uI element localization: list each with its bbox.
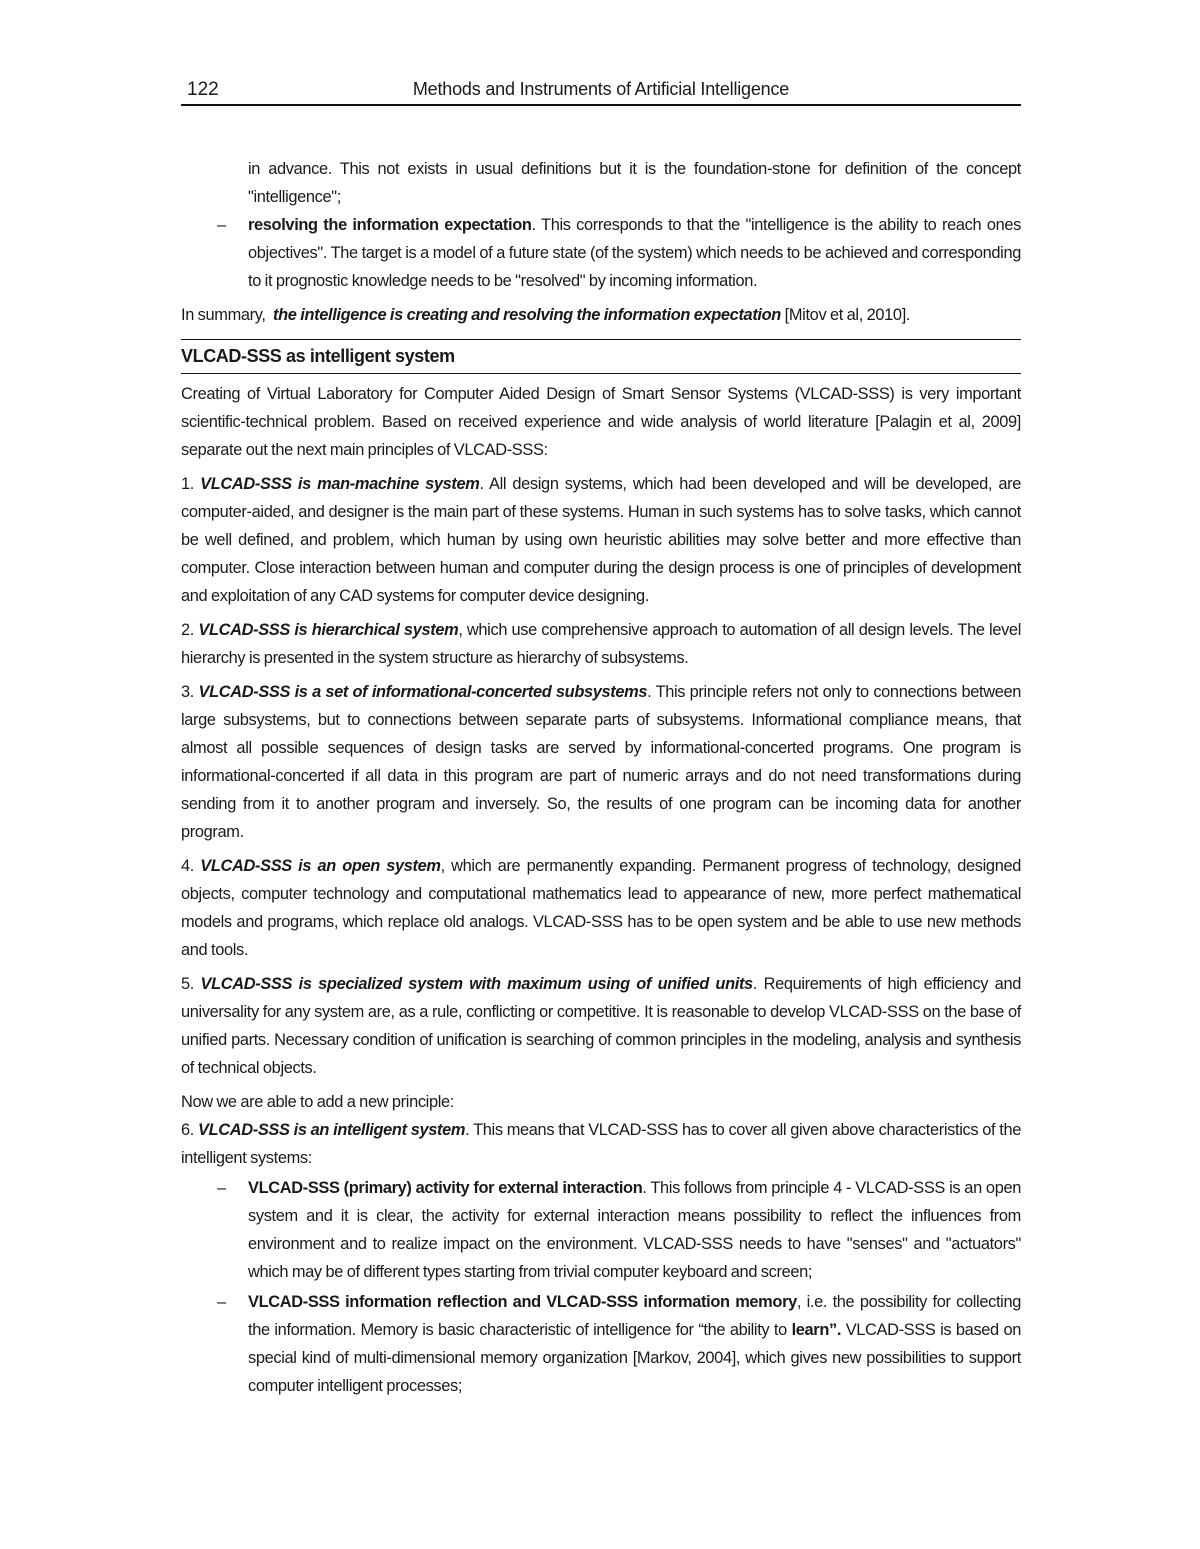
principle-paragraph [181,470,1021,610]
principle-paragraph [181,678,1021,846]
dash-bullet: – [217,1293,226,1311]
running-title: Methods and Instruments of Artificial Intelligence [412,79,790,99]
principle-text: , which are permanently expanding. Permanent progress of technology, designed objects, computer technology and computational mathematics lead to appearance of new, more perfect mathematical models and programs, which replace old analogs. VLCAD-SSS has to be open system and be able to use new methods and tools. [181,857,1021,959]
continuation-paragraph: in advance. This not exists in usual definitions but it is the foundation-stone for definition of the concept "intelligence"; [248,160,1021,206]
principle-number: 5. [181,975,201,993]
principle-number: 1. [181,475,201,493]
principle-text: . This principle refers not only to connections between large subsystems, but to connections between separate parts of subsystems. Informational compliance means, that almost all possible sequences of design tasks are served by informational-concerted programs. One program is informational-concerted if all data in this program are part of numeric arrays and do not need transformations during sending from it to another program and inversely. So, the results of one program can be incoming data for another program. [181,683,1021,841]
new-principle-lead: Now we are able to add a new principle: [181,1093,454,1111]
principle-title: VLCAD-SSS is specialized system with maximum using of unified units [200,975,753,993]
bullet-term: resolving the information expectation [248,216,532,234]
page-header [181,76,1021,106]
list-item [181,1174,1021,1286]
summary-citation: [Mitov et al, 2010]. [780,306,911,324]
bullet-text: . This follows from principle 4 - VLCAD-SSS is an open system and it is clear, the activity for external interaction means possibility to reflect the influences from environment and to realize impact on the environment. VLCAD-SSS needs to have "senses" and "actuators" which may be of different types starting from trivial computer keyboard and screen; [248,1179,1021,1281]
bullet-emphasis: learn”. [791,1321,842,1339]
list-item [181,211,1021,295]
principle-title: VLCAD-SSS is a set of informational-concerted subsystems [198,683,648,701]
principle-title: VLCAD-SSS is man-machine system [200,475,480,493]
principle-title: VLCAD-SSS is an open system [200,857,441,875]
principle-text: . Requirements of high efficiency and universality for any system are, as a rule, conflicting or competitive. It is reasonable to develop VLCAD-SSS on the base of unified parts. Necessary condition of unification is searching of common principles in the modeling, analysis and synthesis of technical objects. [181,975,1021,1077]
principle-text: . All design systems, which had been developed and will be developed, are computer-aided, and designer is the main part of these systems. Human in such systems has to solve tasks, which cannot be well defined, and problem, which human by using own heuristic abilities may solve better and more effective than computer. Close interaction between human and computer during the design process is one of principles of development and exploitation of any CAD systems for computer device designing. [181,475,1021,605]
principle-paragraph [181,852,1021,964]
bullet-term: VLCAD-SSS (primary) activity for external interaction [248,1179,643,1197]
principle-number: 2. [181,621,199,639]
body-text [181,155,1021,1400]
bullet-text: , i.e. the possibility for collecting the information. Memory is basic characteristic of intelligence for “the ability to [248,1293,1021,1339]
principle-number: 3. [181,683,199,701]
summary-paragraph [181,301,1021,329]
principle-number: 4. [181,857,201,875]
principle-text: , which use comprehensive approach to automation of all design levels. The level hierarchy is presented in the system structure as hierarchy of subsystems. [181,621,1021,667]
principle-number: 6. [181,1121,199,1139]
section-heading [181,339,1021,374]
summary-emphasis: the intelligence is creating and resolving the information expectation [273,306,781,324]
section-intro-paragraph: Creating of Virtual Laboratory for Computer Aided Design of Smart Sensor Systems (VLCAD-SSS) is very important scientific-technical problem. Based on received experience and wide analysis of world literature [Palagin et al, 2009] separate out the next main principles of VLCAD-SSS: [181,385,1021,459]
dash-bullet: – [217,216,226,234]
section-title: VLCAD-SSS as intelligent system [181,346,455,366]
principle-title: VLCAD-SSS is an intelligent system [198,1121,466,1139]
dash-bullet: – [217,1179,226,1197]
page-number: 122 [187,79,219,100]
bullet-text: . This corresponds to that the "intelligence is the ability to reach ones objectives". The target is a model of a future state (of the system) which needs to be achieved and corresponding to it prognostic knowledge needs to be "resolved" by incoming information. [248,216,1021,290]
principle-text: . This means that VLCAD-SSS has to cover all given above characteristics of the intelligent systems: [181,1121,1021,1167]
summary-prefix: In summary, [181,306,274,324]
bullet-text-continued: VLCAD-SSS is based on special kind of multi-dimensional memory organization [Markov, 2004], which gives new possibilities to support computer intelligent processes; [248,1321,1022,1395]
principle-paragraph [181,970,1021,1082]
list-item [181,1288,1021,1400]
principle-title: VLCAD-SSS is hierarchical system [198,621,459,639]
principle-paragraph [181,616,1021,672]
bullet-term: VLCAD-SSS information reflection and VLCAD-SSS information memory [248,1293,797,1311]
principle-paragraph [181,1116,1021,1172]
